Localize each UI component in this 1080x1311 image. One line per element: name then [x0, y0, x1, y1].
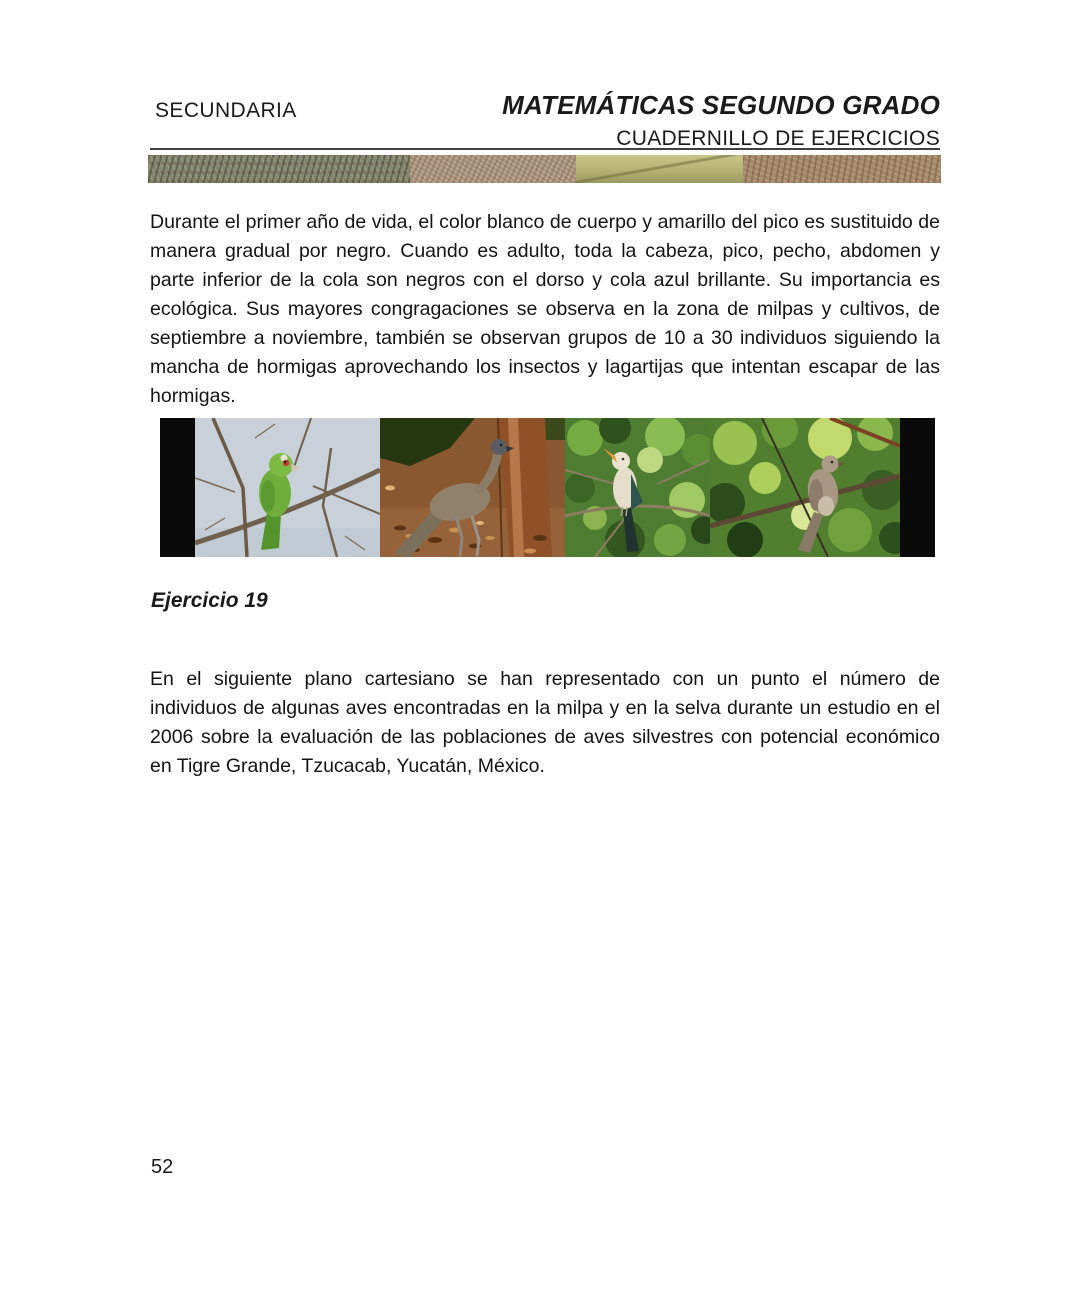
- letterbox-bar-right: [900, 418, 935, 557]
- header-level: SECUNDARIA: [155, 99, 297, 122]
- texture-segment-mossy-stone: [148, 155, 410, 183]
- photo-green-parrot: [195, 418, 380, 557]
- texture-segment-rust-stone: [743, 155, 941, 183]
- intro-paragraph: Durante el primer año de vida, el color blanco de cuerpo y amarillo del pico es sustituido de manera gradual por negro. Cuando es adulto, toda la cabeza, pico, pecho, abdomen y parte inferior de la cola son negros con el dorso y cola azul brillante. Su importancia es ecológica. Sus mayores congragaciones se observa en la zona de milpas y cultivos, de septiembre a noviembre, también se observan grupos de 10 a 30 individuos siguiendo la mancha de hormigas aprovechando los insectos y lagartijas que intentan escapar de las hormigas.: [150, 210, 940, 407]
- photo-dove: [710, 418, 900, 557]
- photo-chachalaca: [380, 418, 565, 557]
- header-title: MATEMÁTICAS SEGUNDO GRADO: [502, 90, 940, 120]
- texture-segment-brown-stone: [410, 155, 577, 183]
- page-number: 52: [151, 1156, 174, 1178]
- letterbox-bar-left: [160, 418, 195, 557]
- exercise-paragraph: En el siguiente plano cartesiano se han representado con un punto el número de individuos de algunas aves encontradas en la milpa y en la selva durante un estudio en el 2006 sobre la evaluación de las poblaciones de aves silvestres con potencial económico en Tigre Grande, Tzucacab, Yucatán, México.: [150, 667, 940, 777]
- bird-photo-strip: [160, 418, 935, 557]
- exercise-heading: Ejercicio 19: [151, 589, 268, 612]
- header-divider-line: [150, 148, 940, 150]
- texture-segment-green-leaf: [576, 155, 743, 183]
- decorative-texture-banner: [148, 155, 941, 183]
- header-subtitle: CUADERNILLO DE EJERCICIOS: [616, 127, 940, 150]
- photo-pale-bird: [565, 418, 710, 557]
